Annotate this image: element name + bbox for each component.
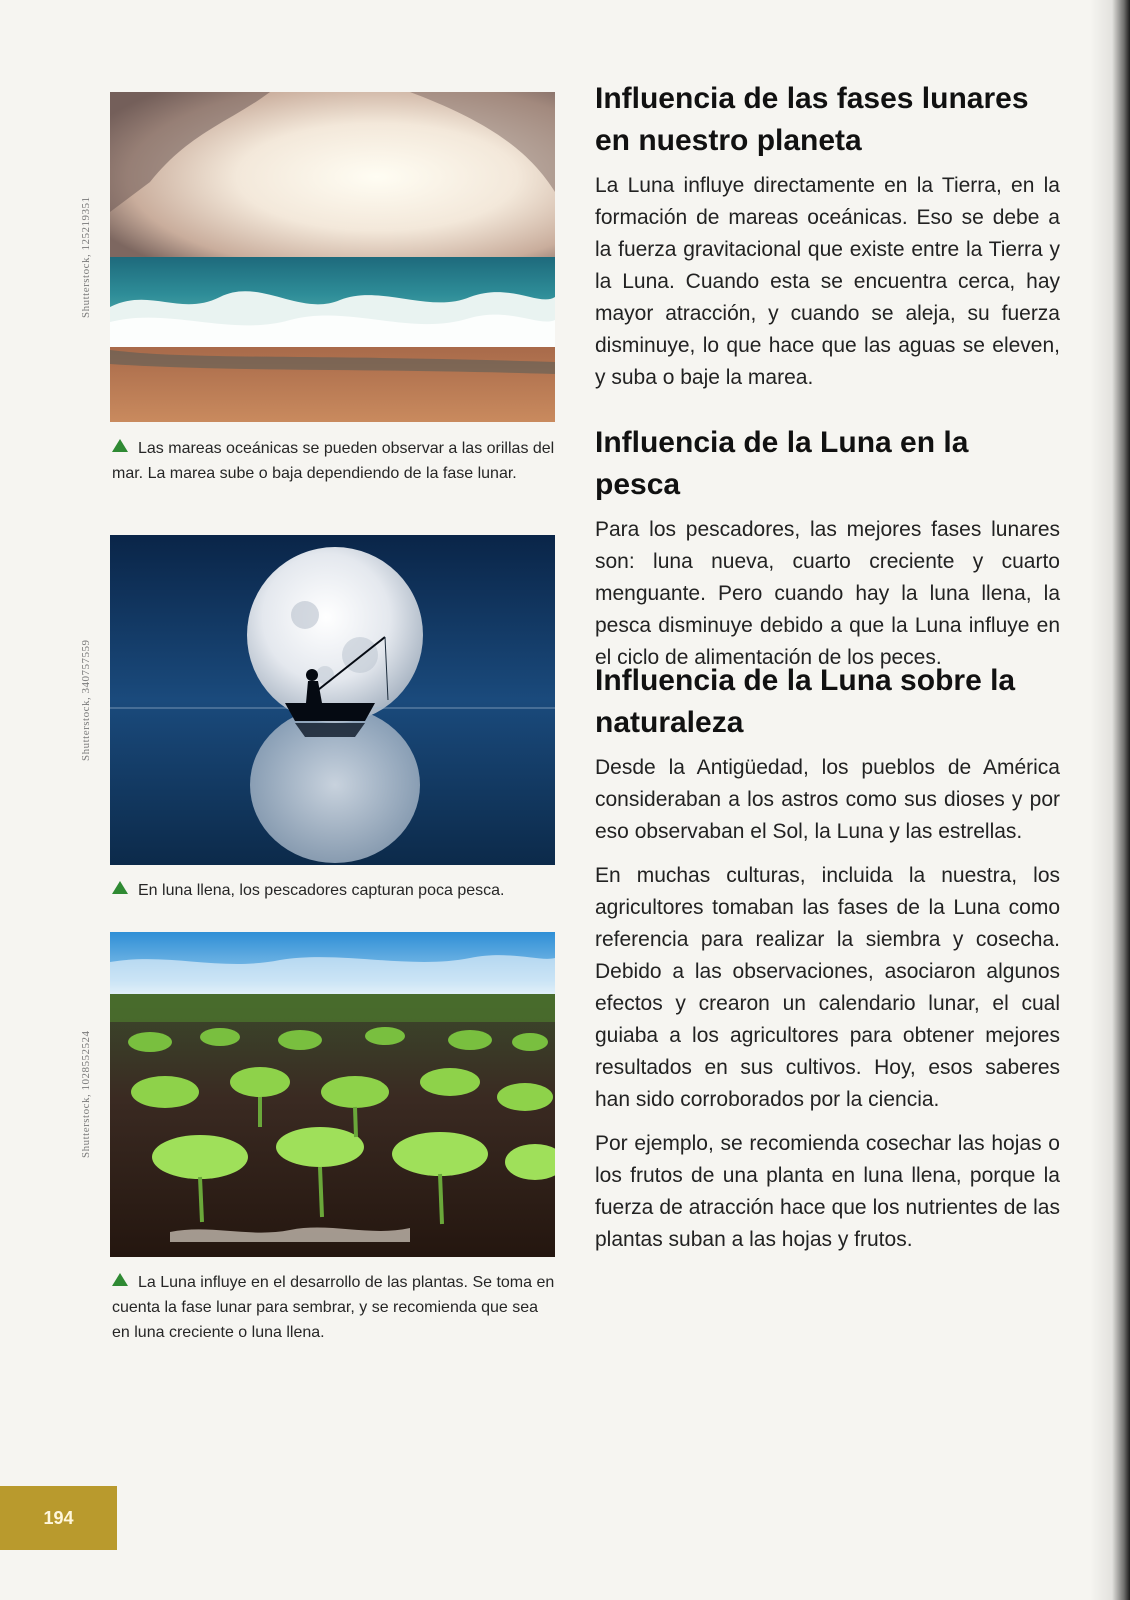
section-heading: Influencia de las fases lunares en nuestro planeta	[595, 82, 1029, 157]
section-heading: Influencia de la Luna en la pesca	[595, 426, 969, 501]
body-paragraph: En muchas culturas, incluida la nuestra, los agricultores tomaban las fases de la Luna como referencia para realizar la siembra y cosecha. Debido a las observaciones, asociaron algunos efectos y crearon un calendario lunar, el cual guiaba a los agricultores para obtener mejores resultados en sus cultivos. Hoy, esos saberes han sido corroborados por la ciencia.	[595, 864, 1060, 1111]
triangle-bullet-icon	[112, 1273, 128, 1286]
section-nature	[595, 660, 1060, 1256]
photo-credit: Shutterstock, 1028552524	[80, 1030, 92, 1159]
photo-credit: Shutterstock, 125219351	[80, 196, 92, 318]
ocean-tide-photo	[110, 92, 555, 422]
full-moon-fisherman-photo	[110, 535, 555, 865]
section-fishing	[595, 422, 1060, 674]
figure-caption: Las mareas oceánicas se pueden observar a las orillas del mar. La marea sube o baja dependiendo de la fase lunar.	[112, 440, 555, 482]
triangle-bullet-icon	[112, 881, 128, 894]
body-paragraph: La Luna influye directamente en la Tierra, en la formación de mareas oceánicas. Eso se debe a la fuerza gravitacional que existe entre la Tierra y la Luna. Cuando esta se encuentra cerca, hay mayor atracción, y cuando se aleja, su fuerza disminuye, lo que hace que las aguas se eleven, y suba o baje la marea.	[595, 174, 1060, 389]
photo-credit: Shutterstock, 340757559	[80, 639, 92, 761]
seedlings-field-photo	[110, 932, 555, 1257]
triangle-bullet-icon	[112, 439, 128, 452]
page-spine-shadow	[1090, 0, 1130, 1600]
figure-caption: La Luna influye en el desarrollo de las plantas. Se toma en cuenta la fase lunar para sembrar, y se recomienda que sea en luna creciente o luna llena.	[112, 1274, 555, 1341]
page-number: 194	[0, 1486, 117, 1550]
section-heading: Influencia de la Luna sobre la naturaleza	[595, 664, 1016, 739]
body-paragraph: Por ejemplo, se recomienda cosechar las hojas o los frutos de una planta en luna llena, porque la fuerza de atracción hace que los nutrientes de las plantas suban a las hojas y frutos.	[595, 1132, 1060, 1251]
section-tides	[595, 78, 1060, 394]
body-paragraph: Desde la Antigüedad, los pueblos de América consideraban a los astros como sus dioses y por eso observaban el Sol, la Luna y las estrellas.	[595, 756, 1060, 843]
figure-caption: En luna llena, los pescadores capturan poca pesca.	[112, 878, 557, 903]
body-paragraph: Para los pescadores, las mejores fases lunares son: luna nueva, cuarto creciente y cuarto menguante. Pero cuando hay la luna llena, la pesca disminuye debido a que la Luna influye en el ciclo de alimentación de los peces.	[595, 518, 1060, 669]
